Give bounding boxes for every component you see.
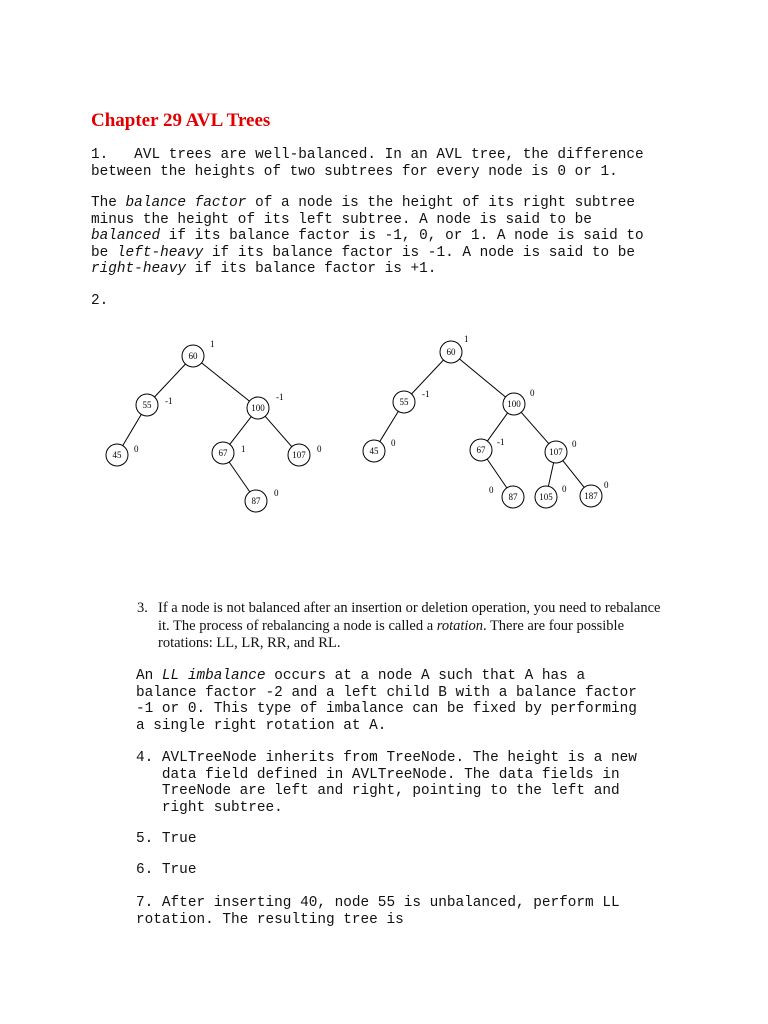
tree-edge (229, 462, 250, 492)
balance-factor-label: 0 (134, 444, 139, 454)
tree-edge (230, 417, 251, 445)
tree-edge (460, 359, 506, 397)
node-label: 45 (112, 450, 122, 460)
tree-edge (155, 364, 186, 397)
item-3-number: 3. (137, 600, 148, 616)
balance-factor-label: 0 (604, 480, 609, 490)
balance-factor-label: -1 (276, 392, 284, 402)
p2-text: The (91, 195, 126, 211)
node-label: 100 (251, 403, 265, 413)
node-label: 67 (218, 448, 228, 458)
chapter-title: Chapter 29 AVL Trees (91, 110, 271, 131)
tree-edge (380, 411, 399, 441)
node-label: 55 (399, 397, 409, 407)
pll-line-1 (136, 668, 637, 685)
item-5: 5. True (136, 831, 197, 847)
item3-text: it. The process of rebalancing a node is called a (158, 617, 437, 634)
avl-tree-2 (363, 334, 609, 508)
p2-text: be (91, 244, 117, 261)
item7-line-1: 7. After inserting 40, node 55 is unbalanced, perform LL (136, 895, 620, 911)
balance-factor-label: 0 (391, 438, 396, 448)
balance-factor-label: 0 (572, 439, 577, 449)
tree-edge (548, 463, 553, 487)
tree-edge (265, 416, 292, 446)
node-label: 187 (584, 491, 598, 501)
item-2-label: 2. (91, 293, 109, 309)
node-label: 107 (292, 450, 306, 460)
item-7 (136, 895, 620, 928)
pll-line-2: balance factor -2 and a left child B with a balance factor (136, 684, 637, 701)
term-ll-imbalance: LL imbalance (161, 668, 266, 684)
pll-text: An (136, 668, 162, 684)
item4-line-1: 4. AVLTreeNode inherits from TreeNode. The height is a new (136, 750, 637, 766)
p2-text: if its balance factor is -1, 0, or 1. A node is said to (160, 228, 644, 245)
term-right-heavy: right-heavy (91, 261, 186, 278)
balance-factor-label: 0 (317, 444, 322, 454)
item-6: 6. True (136, 862, 197, 878)
balance-factor-label: 0 (274, 488, 279, 498)
item-3 (158, 600, 660, 653)
p1-line-2: between the heights of two subtrees for every node is 0 or 1. (91, 163, 618, 180)
node-label: 87 (251, 496, 261, 506)
tree-edge (202, 363, 250, 401)
p1-line-1: 1. AVL trees are well-balanced. In an AVL tree, the difference (91, 147, 644, 163)
pll-text: occurs at a node A such that A has a (265, 668, 586, 684)
balance-factor-label: 1 (464, 334, 469, 344)
item3-text: . There are four possible (482, 617, 625, 634)
item3-line-3: rotations: LL, LR, RR, and RL. (158, 635, 341, 651)
node-label: 100 (507, 399, 521, 409)
item3-line-1: If a node is not balanced after an insertion or deletion operation, you need to rebalance (158, 600, 661, 616)
tree-edge (123, 414, 142, 445)
balance-factor-label: 1 (210, 339, 215, 349)
node-label: 45 (369, 446, 379, 456)
p2-line-2: minus the height of its left subtree. A node is said to be (91, 211, 592, 228)
item4-line-2: data field defined in AVLTreeNode. The data fields in (136, 766, 620, 783)
tree-edge (521, 412, 549, 443)
node-label: 67 (476, 445, 486, 455)
item4-line-4: right subtree. (136, 799, 283, 816)
node-label: 87 (508, 492, 518, 502)
term-balance-factor: balance factor (125, 195, 247, 211)
node-label: 107 (549, 447, 563, 457)
node-label: 60 (446, 347, 456, 357)
pll-line-4: a single right rotation at A. (136, 717, 387, 734)
p2-text: of a node is the height of its right subtree (246, 195, 636, 211)
pll-line-3: -1 or 0. This type of imbalance can be fixed by performing (136, 701, 637, 718)
avl-tree-1 (106, 339, 322, 512)
balance-factor-label: 0 (562, 484, 567, 494)
balance-factor-label: -1 (497, 437, 505, 447)
term-balanced: balanced (91, 228, 161, 245)
item7-line-2: rotation. The resulting tree is (136, 911, 404, 928)
balance-factor-label: 0 (489, 485, 494, 495)
node-label: 105 (539, 492, 553, 502)
item-4 (136, 750, 637, 816)
node-label: 55 (142, 400, 152, 410)
item4-line-3: TreeNode are left and right, pointing to the left and (136, 783, 620, 800)
tree-edge (487, 459, 507, 488)
balance-factor-label: 1 (241, 444, 246, 454)
node-label: 60 (188, 351, 198, 361)
balance-factor-label: -1 (165, 396, 173, 406)
p2-text: if its balance factor is -1. A node is said to be (203, 244, 636, 261)
balance-factor-label: -1 (422, 389, 430, 399)
term-left-heavy: left-heavy (116, 244, 204, 261)
p2-text: if its balance factor is +1. (186, 261, 437, 278)
paragraph-ll-imbalance (136, 668, 637, 734)
term-rotation: rotation (436, 617, 483, 634)
item3-line-2 (158, 618, 660, 636)
balance-factor-label: 0 (530, 388, 535, 398)
